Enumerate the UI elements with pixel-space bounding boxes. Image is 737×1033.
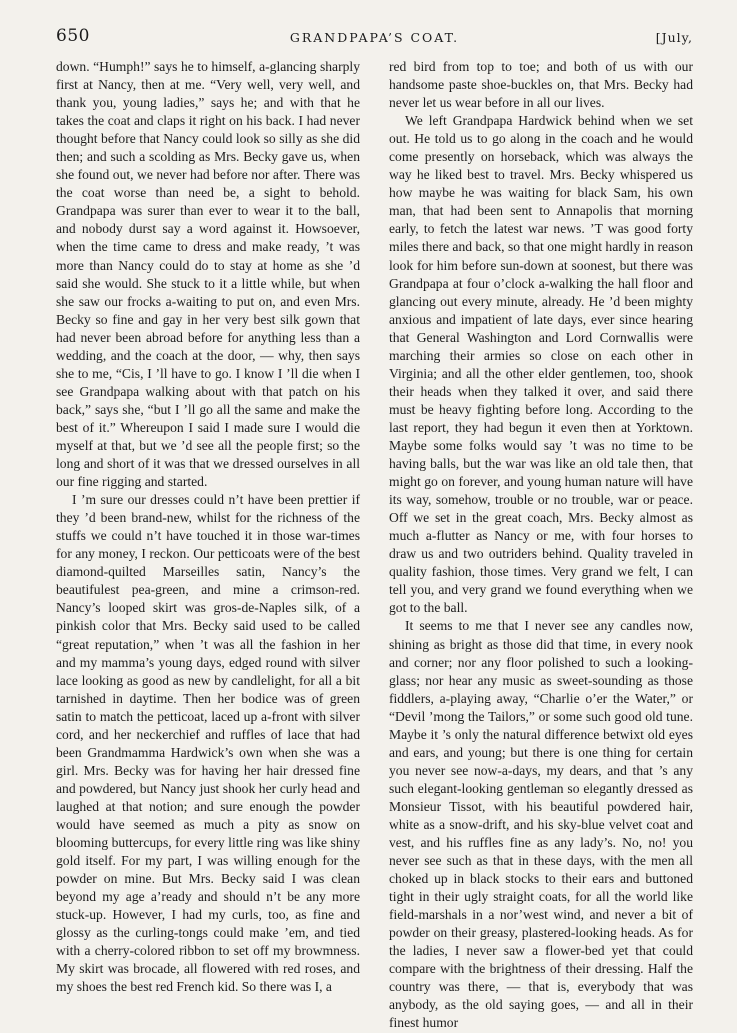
paragraph: red bird from top to toe; and both of us with our handsome paste shoe-buckles on, that Mrs. Becky had never let us wear before in all our lives.	[389, 59, 693, 111]
paragraph: We left Grandpapa Hardwick behind when we set out. He told us to go along in the coach and he would come presently on horseback, which was always the way he liked best to travel. Mrs. Becky whispered us how maybe he was waiting for black Sam, his own man, that had been sent to Annapolis that morning early, to fetch the latest war news. ’T was good forty miles there and back, so that one might hardly in reason look for him before sun-down at soonest, but there was Grandpapa at four o’clock a-walking the hall floor and glancing out every minute, already. He ’d been mighty anxious and impatient of late days, ever since hearing that General Washington and Lord Cornwallis were marching their armies so close on each other in Virginia; and all the other elder gentlemen, too, shook their heads when they talked it over, and said there must be heavy fighting before long. According to the last report, they had begun it even then at Yorktown. Maybe some folks would say ’t was no time to be having balls, but the war was like an old tale then, that might go on forever, and young human nature will have its way, somehow, trouble or no trouble, war or peace. Off we set in the great coach, Mrs. Becky almost as much a-flutter as Nancy or me, with four horses to draw us and two outriders behind. Quality traveled in quality fashion, those times. Very grand we felt, I can tell you, and very grand we found everything when we got to the ball.	[389, 113, 693, 616]
left-column	[56, 58, 360, 1033]
running-title: GRANDPAPA’S COAT.	[289, 30, 460, 45]
paragraph: I ’m sure our dresses could n’t have been prettier if they ’d been brand-new, whilst for the richness of the stuffs we could n’t have touched it in those war-times for any money, I reckon. Our petticoats were of the best diamond-quilted Marseilles satin, Nancy’s the beautifulest pea-green, and mine a crimson-red. Nancy’s looped skirt was gros-de-Naples silk, of a pinkish color that Mrs. Becky said used to be called “great reputation,” when ’t was all the fashion in her and my mamma’s young days, edged round with silver lace looking as good as new by candlelight, for all a bit tarnished in daytime. Then her bodice was of green satin to match the petticoat, laced up a-front with silver cord, and her neckerchief and ruffles of lace that had been Grandmamma Hardwick’s own when she was a girl. Mrs. Becky was for having her hair dressed fine and powdered, but Nancy just shook her curly head and laughed at that notion; and sure enough the powder would have seemed as much a pity as snow on blooming buttercups, for every little ring was like shiny gold itself. For my part, I was willing enough for the powder on mine. But Mrs. Becky said I was clean beyond my age a’ready and should n’t be any more stuck-up. However, I had my curls, too, as fine and glossy as the curling-tongs could make ’em, and tied with a cherry-colored ribbon to set off my browmness. My skirt was brocade, all flowered with red roses, and my shoes the best red French kid. So there was I, a	[56, 492, 360, 995]
right-column	[389, 58, 693, 1033]
text-columns	[56, 58, 693, 1033]
paragraph: It seems to me that I never see any candles now, shining as bright as those did that time, in every nook and corner; nor any floor polished to such a looking-glass; nor hear any music as sweet-sounding as those fiddlers, a-playing away, “Charlie o’er the Water,” or “Devil ’mong the Tailors,” or some such good old tune. Maybe it ’s only the natural difference betwixt old eyes and ears, and young; but there is one thing for certain you never see now-a-days, my dears, and that ’s any such elegant-looking gentleman so elegantly dressed as Monsieur Tissot, with his beautiful powdered hair, white as a snow-drift, and his sky-blue velvet coat and vest, and his ruffles fine as any lady’s. No, no! you never see such as that in these days, with the men all choked up in black stocks to their ears and buttoned tight in their ugly straight coats, for all the world like field-marshals in a nor’west wind, and never a bit of powder on their greasy, plastered-looking heads. As for the ladies, I never saw a flower-bed yet that could compare with the brightness of their dressing. Half the country was there, — that is, everybody that was anybody, as the old saying goes, — and all in their finest humor	[389, 618, 693, 1031]
issue-month: [July,	[655, 30, 693, 45]
page-header	[56, 26, 693, 56]
page-number: 650	[56, 26, 90, 46]
paragraph: down. “Humph!” says he to himself, a-glancing sharply first at Nancy, then at me. “Very well, very well, and thank you, young ladies,” says he; and with that he takes the coat and claps it right on his back. I had never thought before that Nancy could look so silly as she did then; and such a scolding as Mrs. Becky gave us, when she found out, we never had before nor after. There was the coat worse than need be, a sight to behold. Grandpapa was surer than ever to wear it to the ball, and nobody durst say a word against it. Howsoever, when the time came to dress and make ready, ’t was more than Nancy could do to stay at home as she ’d said she would. She stuck to it a little while, but when she saw our frocks a-waiting to put on, and even Mrs. Becky so fine and gay in her very best silk gown that had never been abroad before for anything less than a wedding, and the coach at the door, — why, then says she to me, “Cis, I ’ll have to go. I know I ’ll die when I see Grandpapa walking about with that patch on his back,” says she, “but I ’ll go all the same and make the best of it.” Whereupon I said I made sure I would die myself at that, but we ’d see all the people first; so the long and short of it was that we dressed ourselves in all our fine rigging and started.	[56, 59, 360, 490]
